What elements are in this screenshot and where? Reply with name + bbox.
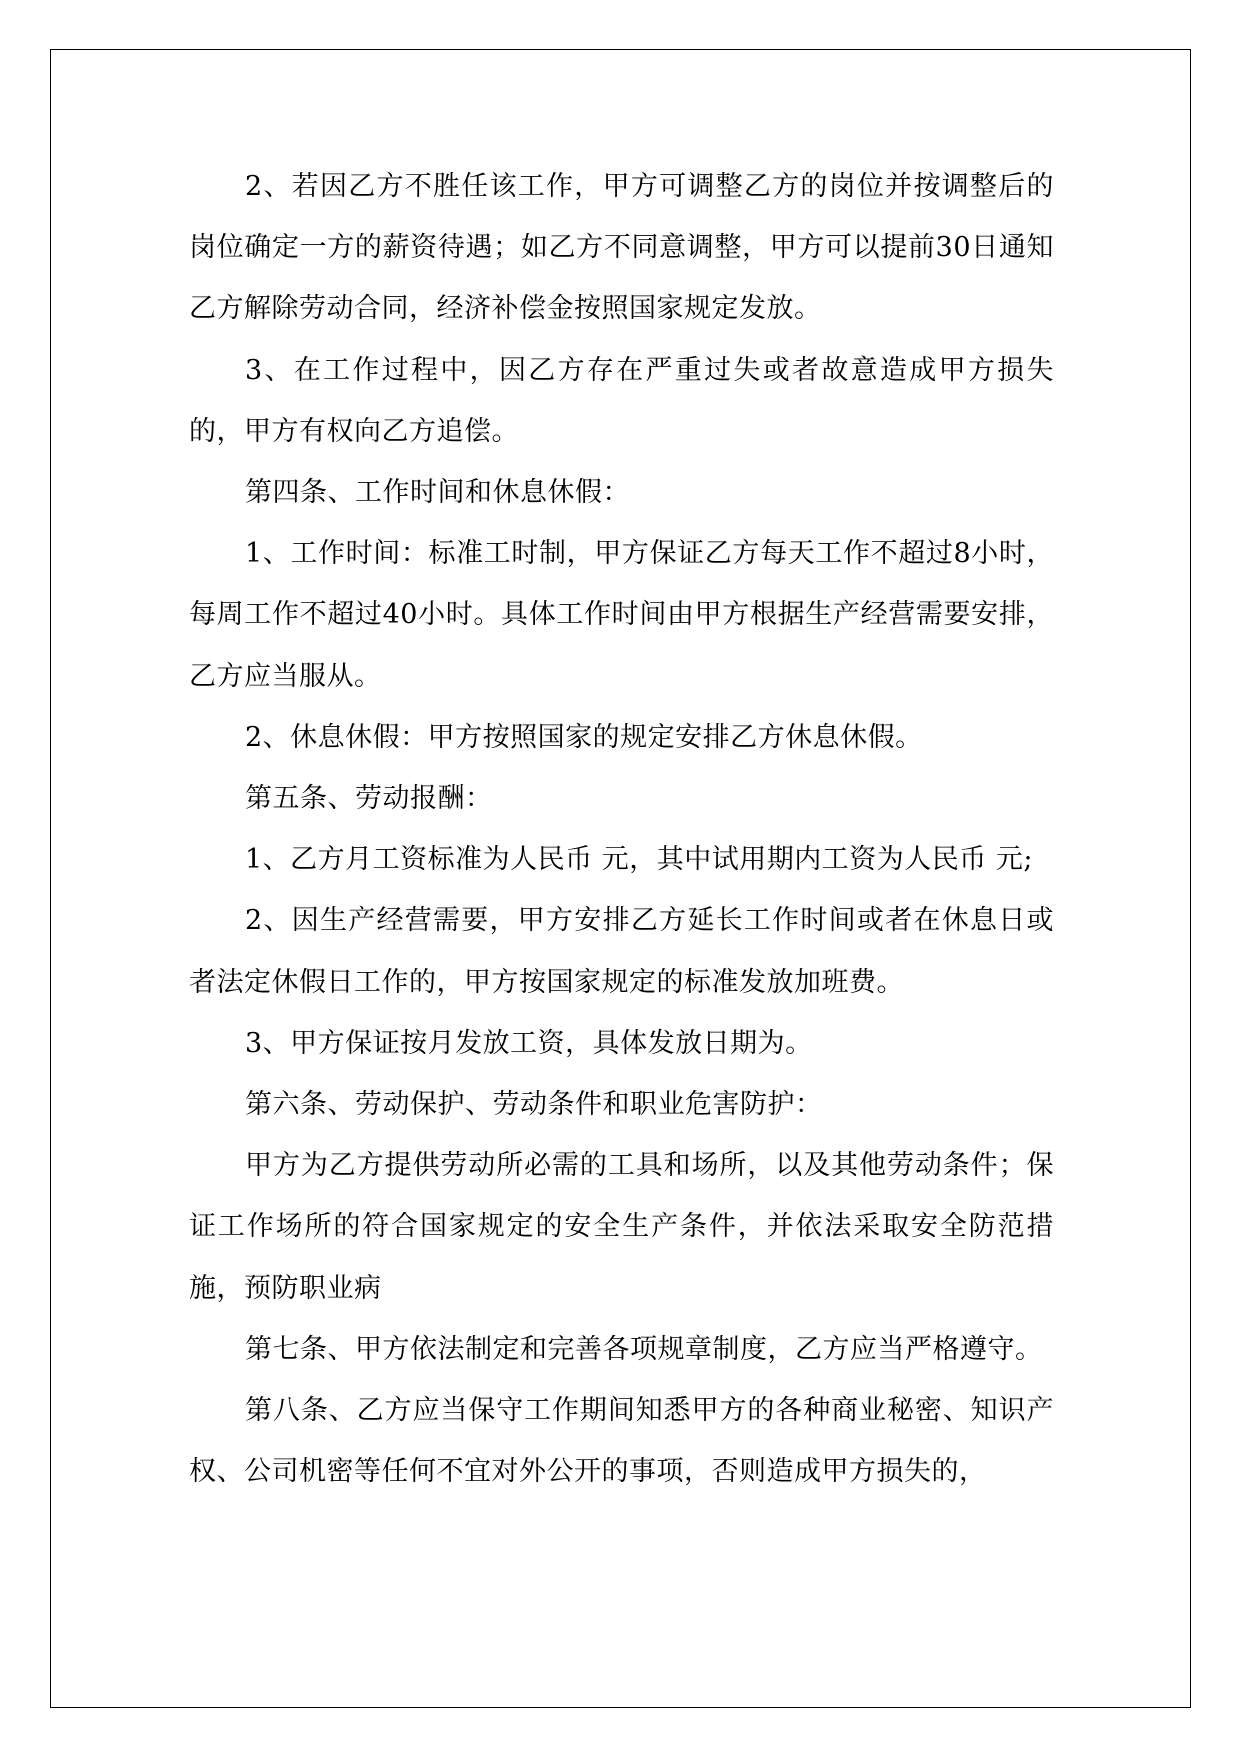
paragraph-article-8: 第八条、乙方应当保守工作期间知悉甲方的各种商业秘密、知识产权、公司机密等任何不宜对外公开的事项，否则造成甲方损失的， — [189, 1395, 1054, 1488]
paragraph-pay-date: 3、甲方保证按月发放工资，具体发放日期为。 — [245, 1027, 813, 1059]
section-heading-article-6: 第六条、劳动保护、劳动条件和职业危害防护： — [245, 1089, 823, 1121]
document-body — [189, 156, 1054, 1502]
paragraph-rest-leave: 2、休息休假：甲方按照国家的规定安排乙方休息休假。 — [245, 721, 923, 753]
paragraph-clause-2-adjust-position: 2、若因乙方不胜任该工作，甲方可调整乙方的岗位并按调整后的岗位确定一方的薪资待遇；如乙方不同意调整，甲方可以提前30日通知乙方解除劳动合同，经济补偿金按照国家规定发放。 — [189, 171, 1054, 325]
section-heading-article-5: 第五条、劳动报酬： — [245, 783, 493, 815]
paragraph-labor-conditions: 甲方为乙方提供劳动所必需的工具和场所，以及其他劳动条件；保证工作场所的符合国家规定的安全生产条件，并依法采取安全防范措施，预防职业病 — [189, 1150, 1054, 1304]
paragraph-working-hours: 1、工作时间：标准工时制，甲方保证乙方每天工作不超过8小时，每周工作不超过40小时。具体工作时间由甲方根据生产经营需要安排，乙方应当服从。 — [189, 538, 1054, 692]
paragraph-clause-3-compensation: 3、在工作过程中，因乙方存在严重过失或者故意造成甲方损失的，甲方有权向乙方追偿。 — [189, 354, 1054, 447]
section-heading-article-4: 第四条、工作时间和休息休假： — [245, 477, 630, 509]
paragraph-monthly-wage: 1、乙方月工资标准为人民币 元，其中试用期内工资为人民币 元; — [245, 844, 1033, 876]
paragraph-article-7: 第七条、甲方依法制定和完善各项规章制度，乙方应当严格遵守。 — [245, 1333, 1043, 1365]
paragraph-overtime: 2、因生产经营需要，甲方安排乙方延长工作时间或者在休息日或者法定休假日工作的，甲方按国家规定的标准发放加班费。 — [189, 905, 1054, 998]
